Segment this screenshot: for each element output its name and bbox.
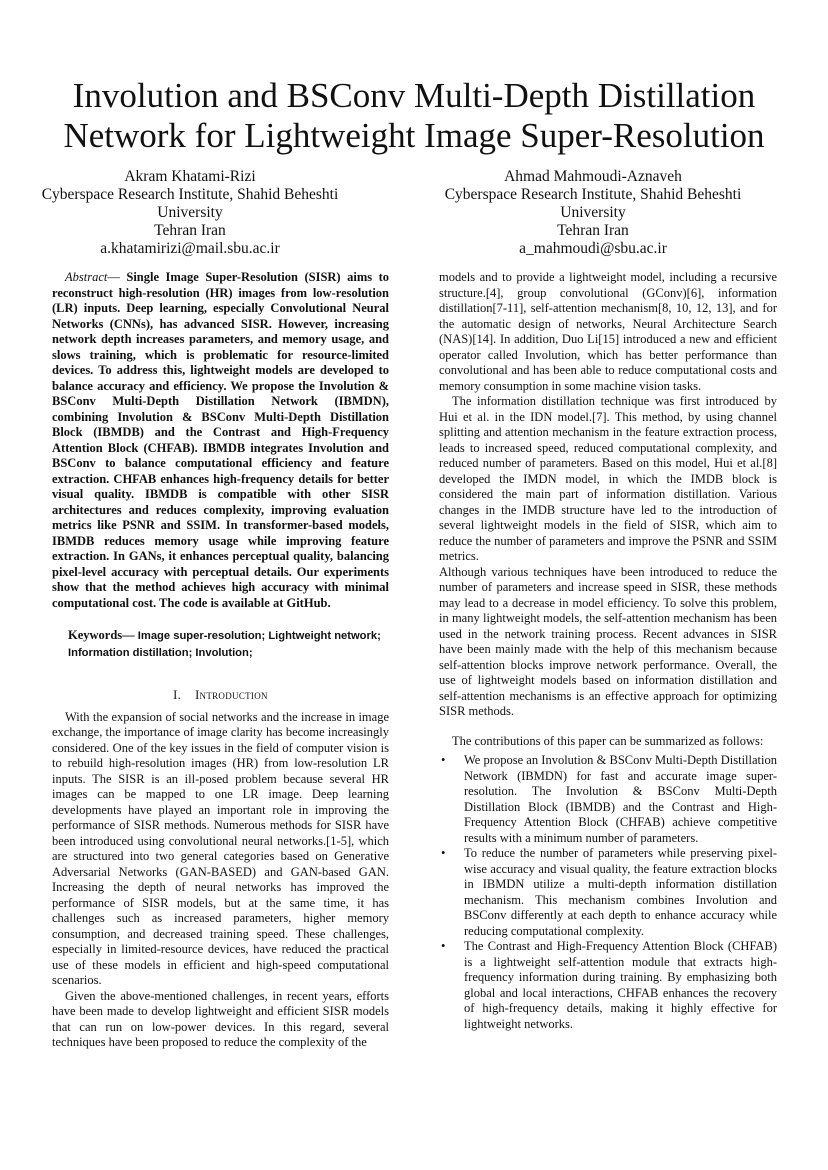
keywords-text: Image super-resolution; Lightweight network; Information distillation; Involution; — [68, 630, 381, 659]
author-affiliation: Cyberspace Research Institute, Shahid Beheshti — [444, 186, 742, 203]
contributions-intro: The contributions of this paper can be summarized as follows: — [452, 733, 764, 748]
list-item — [439, 753, 777, 846]
intro-paragraph-4: The information distillation technique was first introduced by Hui et al. in the IDN model.[7]. This method, by using channel splitting and attention mechanism in the feature extraction process, leads to increased speed, reduced computational complexity, and reduced number of parameters. Based on this model, Hui et al.[8] developed the IMDN model, in which the IMDB block is considered the main part of information distillation. Various changes in the IMDB structure have led to the introduction of several lightweight models in the field of SISR, which aim to reduce the number of parameters and improve the PSNR and SSIM metrics. — [439, 394, 777, 563]
author-affiliation: Cyberspace Research Institute, Shahid Beheshti — [41, 186, 339, 203]
list-item-text: To reduce the number of parameters while preserving pixel-wise accuracy and visual quality, the feature extraction blocks in IBMDN utilize a multi-depth information distillation mechanism. This mechanism combines Involution and BSConv differently at each depth to enhance accuracy while reducing computational complexity. — [464, 846, 777, 938]
list-item — [439, 939, 777, 1032]
keywords-lead: Keywords— — [68, 628, 135, 642]
section-heading-introduction — [52, 688, 389, 704]
section-title: Introduction — [195, 688, 268, 702]
keywords — [52, 627, 389, 662]
list-item-text: We propose an Involution & BSConv Multi-Depth Distillation Network (IBMDN) for fast and accurate image super-resolution. The Involution & BSConv Multi-Depth Distillation Block (IBMDB) and the Contrast and High-Frequency Attention Block (CHFAB) achieve competitive results with a minimum number of parameters. — [464, 753, 777, 845]
intro-paragraph-2: Given the above-mentioned challenges, in recent years, efforts have been made to develop lightweight and efficient SISR models that can run on low-power devices. In this regard, several techniques have been proposed to reduce the complexity of the — [52, 988, 389, 1049]
list-item — [439, 846, 777, 939]
intro-paragraph-5: Although various techniques have been introduced to reduce the number of parameters and increase speed in SISR, these methods may lead to a decrease in model efficiency. To solve this problem, in many lightweight models, the self-attention mechanism has been used in the network training process. Recent advances in SISR have been mainly made with the help of this mechanism because self-attention blocks improve network performance. Overall, the use of lightweight models based on information distillation and self-attention mechanisms is an effective approach for optimizing SISR methods. — [439, 564, 777, 718]
bullet-icon: • — [441, 753, 446, 767]
title-line-1: Involution and BSConv Multi-Depth Distillation — [72, 76, 756, 115]
bullet-icon: • — [441, 939, 446, 953]
author-email: a_mahmoudi@sbu.ac.ir — [519, 240, 667, 257]
section-number: I. — [173, 688, 182, 702]
author-affiliation-cont: University — [560, 204, 626, 221]
author-email: a.khatamirizi@mail.sbu.ac.ir — [100, 240, 280, 257]
abstract-text: Single Image Super-Resolution (SISR) aims to reconstruct high-resolution (HR) images from low-resolution (LR) inputs. Deep learning, especially Convolutional Neural Networks (CNNs), has advanced SISR. However, increasing network depth increases parameters, and memory usage, and slows training, which is problematic for resource-limited devices. To address this, lightweight models are developed to balance accuracy and efficiency. We propose the Involution & BSConv Multi-Depth Distillation Network (IBMDN), combining Involution & BSConv Multi-Depth Distillation Block (IBMDB) and the Contrast and High-Frequency Attention Block (CHFAB). IBMDB integrates Involution and BSConv to balance computational efficiency and feature extraction. CHFAB enhances high-frequency details for better visual quality. IBMDB is compatible with other SISR architectures and reduces complexity, improving evaluation metrics like PSNR and SSIM. In transformer-based models, IBMDB reduces memory usage while improving feature extraction. In GANs, it enhances perceptual quality, balancing pixel-level accuracy with perceptual details. Our experiments show that the method achieves high accuracy with minimal computational cost. The code is available at GitHub. — [52, 270, 390, 610]
intro-paragraph-3: models and to provide a lightweight model, including a recursive structure.[4], group convolutional (GConv)[6], information distillation[7-11], self-attention mechanism[8, 10, 12, 13], and for the automatic design of networks, Neural Architecture Search (NAS)[14]. In addition, Duo Li[15] introduced a new and efficient operator called Involution, which has better performance than convolutional and has been able to reduce computational costs and memory consumption in some machine vision tasks. — [439, 270, 777, 393]
right-column — [439, 270, 777, 1032]
bullet-icon: • — [441, 846, 446, 860]
list-item-text: The Contrast and High-Frequency Attention Block (CHFAB) is a lightweight self-attention module that extracts high-frequency information during training. By emphasizing both global and local interactions, CHFAB enhances the recovery of high-frequency details, making it highly effective for lightweight networks. — [464, 939, 777, 1031]
author-location: Tehran Iran — [557, 222, 629, 239]
author-name: Akram Khatami-Rizi — [124, 168, 256, 185]
author-block-2 — [428, 168, 758, 258]
abstract — [52, 270, 389, 611]
paper-title — [40, 76, 788, 156]
contributions-list — [439, 753, 777, 1032]
left-column — [52, 270, 389, 1051]
author-affiliation-cont: University — [157, 204, 223, 221]
author-name: Ahmad Mahmoudi-Aznaveh — [504, 168, 682, 185]
intro-paragraph-1: With the expansion of social networks and the increase in image exchange, the importance of image clarity has become increasingly considered. One of the key issues in the field of computer vision is to rebuild high-resolution images (HR) from low-resolution LR inputs. The SISR is an ill-posed problem because several HR images can be mapped to one LR image. Deep learning developments have played an important role in improving the performance of SISR methods. Numerous methods for SISR have been introduced using convolutional neural networks.[1-5], which are structured into two general categories based on Generative Adversarial Networks (GAN-BASED) and GAN-based GAN. Increasing the depth of neural networks has improved the performance of SISR models, but at the same time, it has challenges such as increased parameters, higher memory consumption, and decreased training speed. These challenges, especially in limited-resource devices, have reduced the practical use of these models in efficient and high-speed computational scenarios. — [52, 709, 389, 987]
abstract-lead: Abstract — [65, 270, 108, 284]
author-block-1 — [25, 168, 355, 258]
title-line-2: Network for Lightweight Image Super-Resolution — [63, 116, 765, 155]
abstract-dash: — — [107, 270, 127, 284]
author-location: Tehran Iran — [154, 222, 226, 239]
